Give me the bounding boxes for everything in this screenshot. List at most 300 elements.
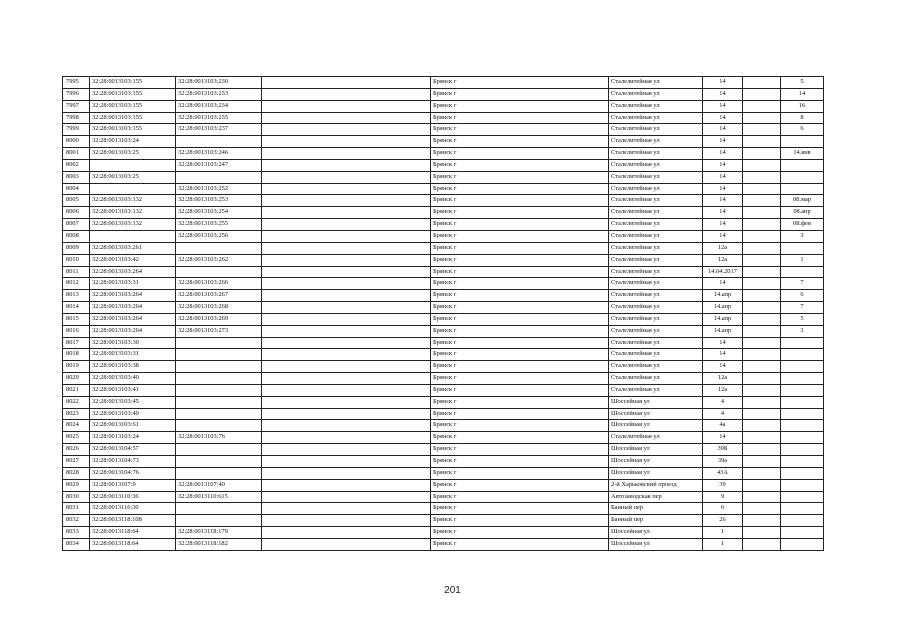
room-cadastral-number-cell xyxy=(176,361,262,373)
room-cadastral-number-cell: 32:28:0013103:267 xyxy=(176,290,262,302)
row-number-cell: 8034 xyxy=(63,538,90,550)
table-row xyxy=(63,77,824,89)
city-cell: Брянск г xyxy=(431,456,609,468)
cadastral-number-cell: 32:28:0013103:25 xyxy=(90,148,176,160)
row-number-cell: 7998 xyxy=(63,112,90,124)
apartment-cell: 08.фев xyxy=(781,219,824,231)
apartment-cell: 3 xyxy=(781,230,824,242)
row-number-cell: 8017 xyxy=(63,337,90,349)
empty-cell xyxy=(743,77,781,89)
table-row xyxy=(63,408,824,420)
room-cadastral-number-cell: 32:28:0013103:255 xyxy=(176,219,262,231)
street-cell: Шоссейная ул xyxy=(609,420,703,432)
street-cell: Сталелитейная ул xyxy=(609,171,703,183)
room-cadastral-number-cell: 32:28:0013103:268 xyxy=(176,302,262,314)
empty-cell xyxy=(743,420,781,432)
street-cell: Сталелитейная ул xyxy=(609,337,703,349)
empty-cell xyxy=(743,491,781,503)
house-number-cell: 14 xyxy=(703,432,743,444)
apartment-cell: 08.мар xyxy=(781,195,824,207)
room-cadastral-number-cell xyxy=(176,373,262,385)
cadastral-number-cell: 32:28:0013118:64 xyxy=(90,538,176,550)
house-number-cell: 14 xyxy=(703,159,743,171)
cadastral-number-cell: 32:28:0013103:31 xyxy=(90,278,176,290)
house-number-cell: 14 xyxy=(703,136,743,148)
street-cell: Сталелитейная ул xyxy=(609,278,703,290)
empty-cell xyxy=(743,183,781,195)
empty-cell xyxy=(743,148,781,160)
table-row xyxy=(63,538,824,550)
empty-cell xyxy=(262,183,431,195)
house-number-cell: 14 xyxy=(703,337,743,349)
street-cell: Сталелитейная ул xyxy=(609,136,703,148)
street-cell: Сталелитейная ул xyxy=(609,373,703,385)
empty-cell xyxy=(743,159,781,171)
city-cell: Брянск г xyxy=(431,467,609,479)
room-cadastral-number-cell xyxy=(176,444,262,456)
house-number-cell: 9 xyxy=(703,491,743,503)
cadastral-number-cell: 32:28:0013103:261 xyxy=(90,242,176,254)
city-cell: Брянск г xyxy=(431,124,609,136)
room-cadastral-number-cell: 32:28:0013103:234 xyxy=(176,100,262,112)
empty-cell xyxy=(262,266,431,278)
city-cell: Брянск г xyxy=(431,254,609,266)
city-cell: Брянск г xyxy=(431,420,609,432)
row-number-cell: 8002 xyxy=(63,159,90,171)
room-cadastral-number-cell: 32:28:0013103:246 xyxy=(176,148,262,160)
room-cadastral-number-cell xyxy=(176,349,262,361)
room-cadastral-number-cell: 32:28:0013103:253 xyxy=(176,195,262,207)
table-row xyxy=(63,432,824,444)
table-row xyxy=(63,219,824,231)
empty-cell xyxy=(262,230,431,242)
cadastral-number-cell: 32:28:0013103:264 xyxy=(90,266,176,278)
house-number-cell: 14 xyxy=(703,278,743,290)
apartment-cell xyxy=(781,479,824,491)
street-cell: Банный пер xyxy=(609,515,703,527)
room-cadastral-number-cell xyxy=(176,242,262,254)
empty-cell xyxy=(262,148,431,160)
street-cell: Сталелитейная ул xyxy=(609,432,703,444)
table-row xyxy=(63,313,824,325)
cadastral-number-cell: 32:28:0013103:25 xyxy=(90,171,176,183)
apartment-cell xyxy=(781,349,824,361)
house-number-cell: 14 xyxy=(703,207,743,219)
table-row xyxy=(63,420,824,432)
room-cadastral-number-cell: 32:28:0013103:254 xyxy=(176,207,262,219)
city-cell: Брянск г xyxy=(431,325,609,337)
street-cell: Сталелитейная ул xyxy=(609,100,703,112)
table-row xyxy=(63,479,824,491)
room-cadastral-number-cell: 32:28:0013103:233 xyxy=(176,88,262,100)
room-cadastral-number-cell: 32:28:0013118:182 xyxy=(176,538,262,550)
cadastral-number-cell: 32:28:0013103:132 xyxy=(90,219,176,231)
empty-cell xyxy=(262,88,431,100)
street-cell: Сталелитейная ул xyxy=(609,290,703,302)
city-cell: Брянск г xyxy=(431,349,609,361)
row-number-cell: 8010 xyxy=(63,254,90,266)
house-number-cell: 4 xyxy=(703,408,743,420)
room-cadastral-number-cell xyxy=(176,396,262,408)
room-cadastral-number-cell: 32:28:0013103:237 xyxy=(176,124,262,136)
room-cadastral-number-cell: 32:28:0013103:230 xyxy=(176,77,262,89)
table-row xyxy=(63,207,824,219)
street-cell: Сталелитейная ул xyxy=(609,266,703,278)
apartment-cell xyxy=(781,266,824,278)
row-number-cell: 7999 xyxy=(63,124,90,136)
house-number-cell: 1 xyxy=(703,538,743,550)
row-number-cell: 8007 xyxy=(63,219,90,231)
city-cell: Брянск г xyxy=(431,302,609,314)
street-cell: Сталелитейная ул xyxy=(609,207,703,219)
apartment-cell xyxy=(781,183,824,195)
street-cell: Сталелитейная ул xyxy=(609,313,703,325)
empty-cell xyxy=(262,467,431,479)
street-cell: Сталелитейная ул xyxy=(609,325,703,337)
city-cell: Брянск г xyxy=(431,337,609,349)
row-number-cell: 7997 xyxy=(63,100,90,112)
street-cell: Шоссейная ул xyxy=(609,408,703,420)
empty-cell xyxy=(262,396,431,408)
street-cell: Шоссейная ул xyxy=(609,467,703,479)
empty-cell xyxy=(262,171,431,183)
cadastral-number-cell: 32:28:0013103:31 xyxy=(90,349,176,361)
row-number-cell: 8024 xyxy=(63,420,90,432)
empty-cell xyxy=(743,361,781,373)
room-cadastral-number-cell: 32:28:0013103:247 xyxy=(176,159,262,171)
empty-cell xyxy=(743,467,781,479)
table-row xyxy=(63,349,824,361)
room-cadastral-number-cell: 32:28:0013103:76 xyxy=(176,432,262,444)
room-cadastral-number-cell xyxy=(176,337,262,349)
table-row xyxy=(63,503,824,515)
apartment-cell xyxy=(781,159,824,171)
empty-cell xyxy=(743,266,781,278)
empty-cell xyxy=(262,361,431,373)
house-number-cell: 14.апр xyxy=(703,290,743,302)
row-number-cell: 8003 xyxy=(63,171,90,183)
cadastral-number-cell xyxy=(90,230,176,242)
cadastral-number-cell: 32:28:0013103:38 xyxy=(90,361,176,373)
empty-cell xyxy=(743,302,781,314)
empty-cell xyxy=(262,384,431,396)
street-cell: Сталелитейная ул xyxy=(609,302,703,314)
city-cell: Брянск г xyxy=(431,313,609,325)
empty-cell xyxy=(262,420,431,432)
room-cadastral-number-cell xyxy=(176,266,262,278)
city-cell: Брянск г xyxy=(431,219,609,231)
room-cadastral-number-cell: 32:28:0013103:269 xyxy=(176,313,262,325)
row-number-cell: 8026 xyxy=(63,444,90,456)
cadastral-number-cell: 32:28:0013103:41 xyxy=(90,384,176,396)
empty-cell xyxy=(262,479,431,491)
apartment-cell xyxy=(781,527,824,539)
house-number-cell: 43А xyxy=(703,467,743,479)
apartment-cell xyxy=(781,136,824,148)
cadastral-number-cell: 32:28:0013104:57 xyxy=(90,444,176,456)
cadastral-number-cell: 32:28:0013103:40 xyxy=(90,373,176,385)
city-cell: Брянск г xyxy=(431,444,609,456)
house-number-cell: 12а xyxy=(703,254,743,266)
apartment-cell: 08.апр xyxy=(781,207,824,219)
house-number-cell: 14.апр xyxy=(703,302,743,314)
city-cell: Брянск г xyxy=(431,515,609,527)
empty-cell xyxy=(743,230,781,242)
room-cadastral-number-cell xyxy=(176,456,262,468)
apartment-cell: 7 xyxy=(781,302,824,314)
table-row xyxy=(63,112,824,124)
street-cell: Банный пер xyxy=(609,503,703,515)
cadastral-number-cell: 32:28:0013103:30 xyxy=(90,337,176,349)
room-cadastral-number-cell xyxy=(176,136,262,148)
empty-cell xyxy=(743,432,781,444)
city-cell: Брянск г xyxy=(431,432,609,444)
house-number-cell: 39Б xyxy=(703,444,743,456)
row-number-cell: 8013 xyxy=(63,290,90,302)
empty-cell xyxy=(262,444,431,456)
table-row xyxy=(63,195,824,207)
cadastral-number-cell: 32:28:0013103:155 xyxy=(90,100,176,112)
house-number-cell: 14 xyxy=(703,230,743,242)
cadastral-number-cell: 32:28:0013103:264 xyxy=(90,290,176,302)
table-row xyxy=(63,171,824,183)
street-cell: Сталелитейная ул xyxy=(609,124,703,136)
row-number-cell: 8029 xyxy=(63,479,90,491)
empty-cell xyxy=(262,491,431,503)
house-number-cell: 12а xyxy=(703,242,743,254)
empty-cell xyxy=(743,349,781,361)
street-cell: Сталелитейная ул xyxy=(609,254,703,266)
cadastral-number-cell: 32:28:0013103:45 xyxy=(90,396,176,408)
street-cell: Сталелитейная ул xyxy=(609,384,703,396)
table-row xyxy=(63,373,824,385)
city-cell: Брянск г xyxy=(431,230,609,242)
city-cell: Брянск г xyxy=(431,408,609,420)
house-number-cell: 14.апр xyxy=(703,325,743,337)
city-cell: Брянск г xyxy=(431,207,609,219)
empty-cell xyxy=(743,527,781,539)
street-cell: Сталелитейная ул xyxy=(609,361,703,373)
empty-cell xyxy=(262,527,431,539)
table-row xyxy=(63,159,824,171)
cadastral-number-cell: 32:28:0013103:264 xyxy=(90,325,176,337)
empty-cell xyxy=(743,515,781,527)
empty-cell xyxy=(743,242,781,254)
street-cell: Шоссейная ул xyxy=(609,396,703,408)
empty-cell xyxy=(262,313,431,325)
city-cell: Брянск г xyxy=(431,384,609,396)
row-number-cell: 8020 xyxy=(63,373,90,385)
cadastral-number-cell: 32:28:0013118:64 xyxy=(90,527,176,539)
street-cell: Сталелитейная ул xyxy=(609,77,703,89)
street-cell: Сталелитейная ул xyxy=(609,242,703,254)
table-row xyxy=(63,325,824,337)
empty-cell xyxy=(743,290,781,302)
table-row xyxy=(63,302,824,314)
apartment-cell: 3 xyxy=(781,325,824,337)
empty-cell xyxy=(262,112,431,124)
row-number-cell: 8016 xyxy=(63,325,90,337)
city-cell: Брянск г xyxy=(431,195,609,207)
house-number-cell: 14 xyxy=(703,88,743,100)
street-cell: Сталелитейная ул xyxy=(609,112,703,124)
empty-cell xyxy=(262,207,431,219)
empty-cell xyxy=(743,219,781,231)
cadastral-number-cell: 32:28:0013103:264 xyxy=(90,302,176,314)
cadastral-number-cell: 32:28:0013103:42 xyxy=(90,254,176,266)
street-cell: Сталелитейная ул xyxy=(609,195,703,207)
apartment-cell: 6 xyxy=(781,124,824,136)
table-row xyxy=(63,384,824,396)
empty-cell xyxy=(743,538,781,550)
city-cell: Брянск г xyxy=(431,148,609,160)
empty-cell xyxy=(743,456,781,468)
empty-cell xyxy=(262,432,431,444)
row-number-cell: 8031 xyxy=(63,503,90,515)
table-row xyxy=(63,183,824,195)
apartment-cell xyxy=(781,444,824,456)
cadastral-number-cell: 32:28:0013104:76 xyxy=(90,467,176,479)
empty-cell xyxy=(743,171,781,183)
cadastral-number-cell: 32:28:0013103:24 xyxy=(90,136,176,148)
row-number-cell: 8033 xyxy=(63,527,90,539)
street-cell: Сталелитейная ул xyxy=(609,349,703,361)
table-row xyxy=(63,88,824,100)
city-cell: Брянск г xyxy=(431,396,609,408)
house-number-cell: 14 xyxy=(703,112,743,124)
room-cadastral-number-cell: 32:28:0013110:615 xyxy=(176,491,262,503)
house-number-cell: 4а xyxy=(703,420,743,432)
table-row xyxy=(63,124,824,136)
empty-cell xyxy=(262,325,431,337)
cadastral-number-cell: 32:28:0013107:9 xyxy=(90,479,176,491)
street-cell: Автозаводская пер xyxy=(609,491,703,503)
table-row xyxy=(63,515,824,527)
table-row xyxy=(63,100,824,112)
row-number-cell: 8004 xyxy=(63,183,90,195)
city-cell: Брянск г xyxy=(431,77,609,89)
house-number-cell: 14 xyxy=(703,349,743,361)
empty-cell xyxy=(262,219,431,231)
apartment-cell xyxy=(781,503,824,515)
apartment-cell xyxy=(781,337,824,349)
empty-cell xyxy=(743,254,781,266)
empty-cell xyxy=(743,112,781,124)
house-number-cell: 14 xyxy=(703,361,743,373)
table-row xyxy=(63,266,824,278)
row-number-cell: 8027 xyxy=(63,456,90,468)
empty-cell xyxy=(262,349,431,361)
apartment-cell: 16 xyxy=(781,100,824,112)
city-cell: Брянск г xyxy=(431,136,609,148)
house-number-cell: 14 xyxy=(703,77,743,89)
row-number-cell: 8014 xyxy=(63,302,90,314)
cadastral-number-cell: 32:28:0013103:49 xyxy=(90,408,176,420)
empty-cell xyxy=(262,515,431,527)
apartment-cell xyxy=(781,171,824,183)
empty-cell xyxy=(743,278,781,290)
city-cell: Брянск г xyxy=(431,373,609,385)
empty-cell xyxy=(262,456,431,468)
row-number-cell: 8015 xyxy=(63,313,90,325)
row-number-cell: 8006 xyxy=(63,207,90,219)
empty-cell xyxy=(743,373,781,385)
empty-cell xyxy=(262,77,431,89)
apartment-cell: 14.янв xyxy=(781,148,824,160)
table-row xyxy=(63,444,824,456)
city-cell: Брянск г xyxy=(431,538,609,550)
row-number-cell: 8023 xyxy=(63,408,90,420)
empty-cell xyxy=(743,325,781,337)
city-cell: Брянск г xyxy=(431,183,609,195)
table-row xyxy=(63,491,824,503)
apartment-cell xyxy=(781,396,824,408)
empty-cell xyxy=(743,396,781,408)
house-number-cell: 14 xyxy=(703,195,743,207)
cadastral-number-cell: 32:28:0013103:132 xyxy=(90,207,176,219)
room-cadastral-number-cell xyxy=(176,408,262,420)
house-number-cell: 39а xyxy=(703,456,743,468)
room-cadastral-number-cell: 32:28:0013103:266 xyxy=(176,278,262,290)
table-row xyxy=(63,254,824,266)
room-cadastral-number-cell xyxy=(176,384,262,396)
apartment-cell xyxy=(781,432,824,444)
apartment-cell: 1 xyxy=(781,254,824,266)
house-number-cell: 14 xyxy=(703,100,743,112)
house-number-cell: 14.04.2017 xyxy=(703,266,743,278)
empty-cell xyxy=(262,503,431,515)
street-cell: Шоссейная ул xyxy=(609,444,703,456)
room-cadastral-number-cell: 32:28:0013103:252 xyxy=(176,183,262,195)
row-number-cell: 7996 xyxy=(63,88,90,100)
street-cell: Сталелитейная ул xyxy=(609,183,703,195)
empty-cell xyxy=(743,195,781,207)
room-cadastral-number-cell xyxy=(176,467,262,479)
apartment-cell: 14 xyxy=(781,88,824,100)
row-number-cell: 8025 xyxy=(63,432,90,444)
room-cadastral-number-cell xyxy=(176,420,262,432)
city-cell: Брянск г xyxy=(431,100,609,112)
street-cell: Сталелитейная ул xyxy=(609,230,703,242)
cadastral-number-cell: 32:28:0013110:36 xyxy=(90,491,176,503)
city-cell: Брянск г xyxy=(431,112,609,124)
city-cell: Брянск г xyxy=(431,503,609,515)
city-cell: Брянск г xyxy=(431,361,609,373)
apartment-cell xyxy=(781,384,824,396)
empty-cell xyxy=(743,313,781,325)
apartment-cell xyxy=(781,420,824,432)
house-number-cell: 26 xyxy=(703,515,743,527)
row-number-cell: 8028 xyxy=(63,467,90,479)
table-row xyxy=(63,290,824,302)
empty-cell xyxy=(262,195,431,207)
empty-cell xyxy=(262,254,431,266)
street-cell: Сталелитейная ул xyxy=(609,219,703,231)
table-row xyxy=(63,278,824,290)
street-cell: Шоссейная ул xyxy=(609,538,703,550)
city-cell: Брянск г xyxy=(431,171,609,183)
apartment-cell xyxy=(781,361,824,373)
row-number-cell: 8001 xyxy=(63,148,90,160)
room-cadastral-number-cell: 32:28:0013103:273 xyxy=(176,325,262,337)
house-number-cell: 14 xyxy=(703,124,743,136)
house-number-cell: 14 xyxy=(703,171,743,183)
empty-cell xyxy=(743,503,781,515)
empty-cell xyxy=(743,408,781,420)
house-number-cell: 6 xyxy=(703,503,743,515)
city-cell: Брянск г xyxy=(431,159,609,171)
table-row xyxy=(63,148,824,160)
